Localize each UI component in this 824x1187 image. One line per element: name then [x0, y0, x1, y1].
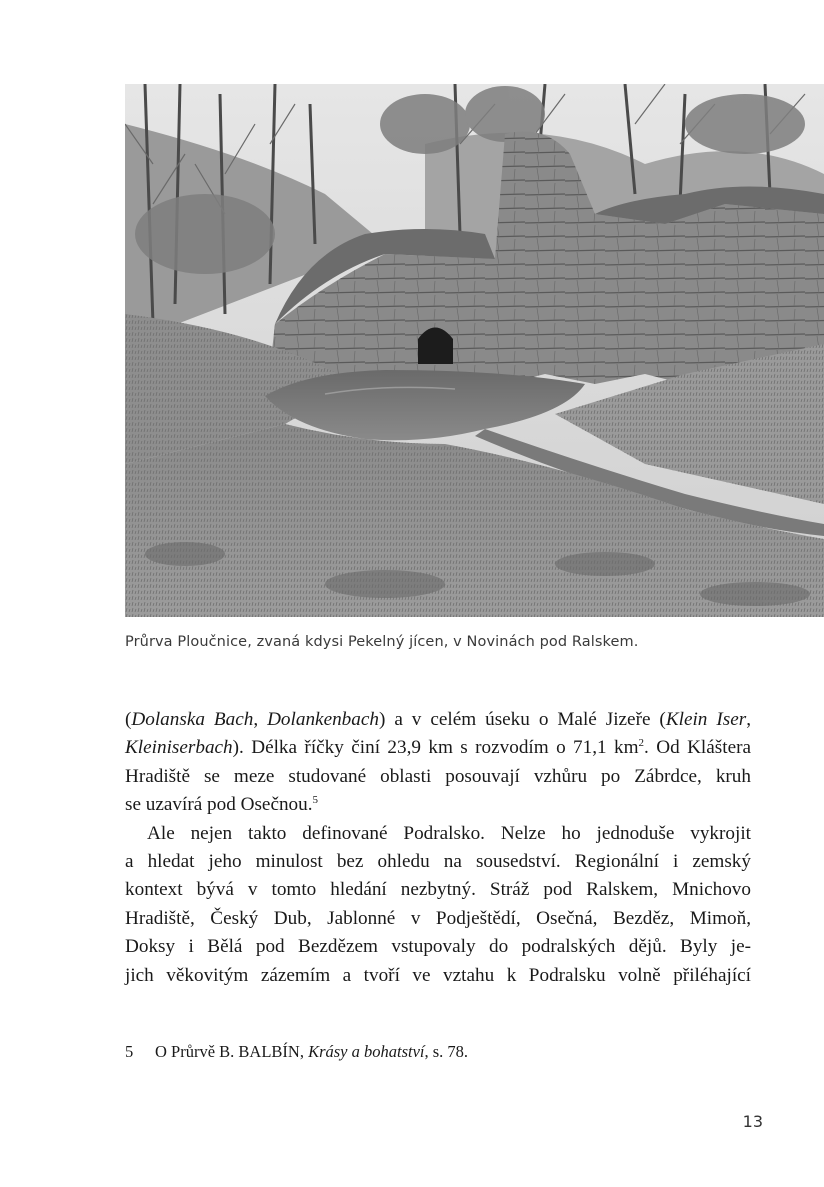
text-line: se uzavírá pod Osečnou.$^5$	[125, 794, 319, 816]
text-line: (Dolanska Bach, Dolankenbach) a v celém úseku o Malé Jizeře (Klein Iser,	[125, 709, 751, 730]
text-line: kontext bývá v tomto hledání nezbytný. Stráž pod Ralskem, Mnichovo	[125, 879, 751, 901]
footnote-reference: 5	[312, 794, 319, 807]
page-number: 13	[742, 1112, 763, 1131]
photo-caption: Průrva Ploučnice, zvaná kdysi Pekelný jícen, v Novinách pod Ralskem.	[125, 634, 639, 650]
text-line: Hradiště se meze studované oblasti posouvají vzhůru po Zábrdce, kruh	[125, 765, 751, 787]
footnote-number: 5	[125, 1042, 134, 1061]
main-text	[125, 706, 751, 990]
photo	[125, 84, 824, 617]
photo-illustration	[125, 84, 824, 617]
text-line: Doksy i Bělá pod Bezdězem vstupovaly do podralských dějů. Byly je-	[125, 936, 751, 958]
text-line: Hradiště, Český Dub, Jablonné v Podještědí, Osečná, Bezděz, Mimoň,	[125, 907, 751, 929]
text-line: jich věkovitým zázemím a tvoří ve vztahu k Podralsku volně přiléhající	[125, 964, 751, 986]
text-line: Ale nejen takto definované Podralsko. Nelze ho jednoduše vykrojit	[147, 822, 751, 844]
text-line: a hledat jeho minulost bez ohledu na sousedství. Regionální i zemský	[125, 850, 751, 872]
footnote: 5 O Průrvě B. BALBÍN, Krásy a bohatství, s. 78.	[125, 1042, 469, 1061]
text-line: Kleiniserbach). Délka říčky činí 23,9 km s rozvodím o 71,1 $km^2$. Od Kláštera	[125, 737, 751, 759]
